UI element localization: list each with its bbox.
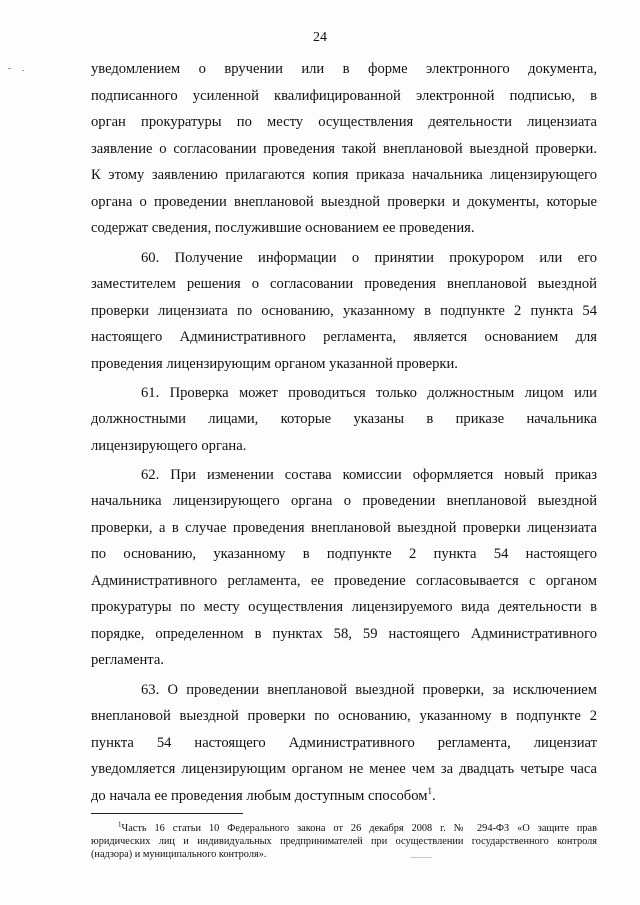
- scan-artifact: [410, 857, 432, 858]
- text-line: лицензирующего органа.: [91, 438, 247, 454]
- scan-artifact: [8, 68, 11, 69]
- text-line: 60. Получение информации о принятии прокурором или его: [141, 250, 597, 266]
- footnote-separator: [91, 813, 243, 814]
- text-line: регламента.: [91, 652, 164, 668]
- text-line: органа о проведении внеплановой выездной проверки и документы, которые: [91, 194, 597, 210]
- text-line: начальника лицензирующего органа о проведении внеплановой выездной: [91, 493, 597, 509]
- text-line: уведомлением о вручении или в форме электронного документа,: [91, 61, 597, 77]
- text-line: Административного регламента, ее проведение согласовывается с органом: [91, 573, 597, 589]
- text-line: подписанного усиленной квалифицированной электронной подписью, в: [91, 88, 597, 104]
- text-line: заместителем решения о согласовании проведения внеплановой выездной: [91, 276, 597, 292]
- footnote-line: юридических лиц и индивидуальных предпринимателей при осуществлении государственного контроля: [91, 836, 597, 847]
- text-line: заявление о согласовании проведения такой внеплановой выездной проверки.: [91, 141, 597, 157]
- text-line: уведомляется лицензирующим органом не менее чем за двадцать четыре часа: [91, 761, 597, 777]
- text-line: 63. О проведении внеплановой выездной проверки, за исключением: [141, 682, 597, 698]
- footnote-line: (надзора) и муниципального контроля».: [91, 849, 267, 860]
- text-line: проверки, а в случае проведения внеплановой выездной проверки лицензиата: [91, 520, 597, 536]
- footnote-text: Часть 16 статьи 10 Федерального закона от 26 декабря 2008 г. № 294-ФЗ «О защите прав: [121, 823, 597, 834]
- footnote-reference[interactable]: 1: [427, 786, 432, 797]
- text-line: проверки лицензиата по основанию, указанному в подпункте 2 пункта 54: [91, 303, 597, 319]
- text-line: порядке, определенном в пунктах 58, 59 настоящего Административного: [91, 626, 597, 642]
- text-line: внеплановой выездной проверки по основанию, указанному в подпункте 2: [91, 708, 597, 724]
- text-line: пункта 54 настоящего Административного регламента, лицензиат: [91, 735, 597, 751]
- text-line: по основанию, указанному в подпункте 2 пункта 54 настоящего: [91, 546, 597, 562]
- text-line: настоящего Административного регламента, является основанием для: [91, 329, 597, 345]
- text-line: содержат сведения, послужившие основанием ее проведения.: [91, 220, 475, 236]
- footnote-line: [118, 822, 597, 835]
- page-number: 24: [313, 30, 327, 45]
- footnote-mark: 1: [118, 820, 122, 829]
- text-line: должностными лицами, которые указаны в приказе начальника: [91, 411, 597, 427]
- sentence-end: .: [431, 788, 436, 804]
- text-line: проведения лицензирующим органом указанной проверки.: [91, 356, 458, 372]
- text-line: прокуратуры по месту осуществления лицензируемого вида деятельности в: [91, 599, 597, 615]
- text-segment: до начала ее проведения любым доступным способом: [91, 788, 428, 804]
- text-line: К этому заявлению прилагаются копия приказа начальника лицензирующего: [91, 167, 597, 183]
- text-line-with-footnote: [91, 787, 597, 805]
- text-line: 61. Проверка может проводиться только должностным лицом или: [141, 385, 597, 401]
- text-line: 62. При изменении состава комиссии оформляется новый приказ: [141, 467, 597, 483]
- text-line: орган прокуратуры по месту осуществления деятельности лицензиата: [91, 114, 597, 130]
- scan-artifact: [22, 70, 24, 71]
